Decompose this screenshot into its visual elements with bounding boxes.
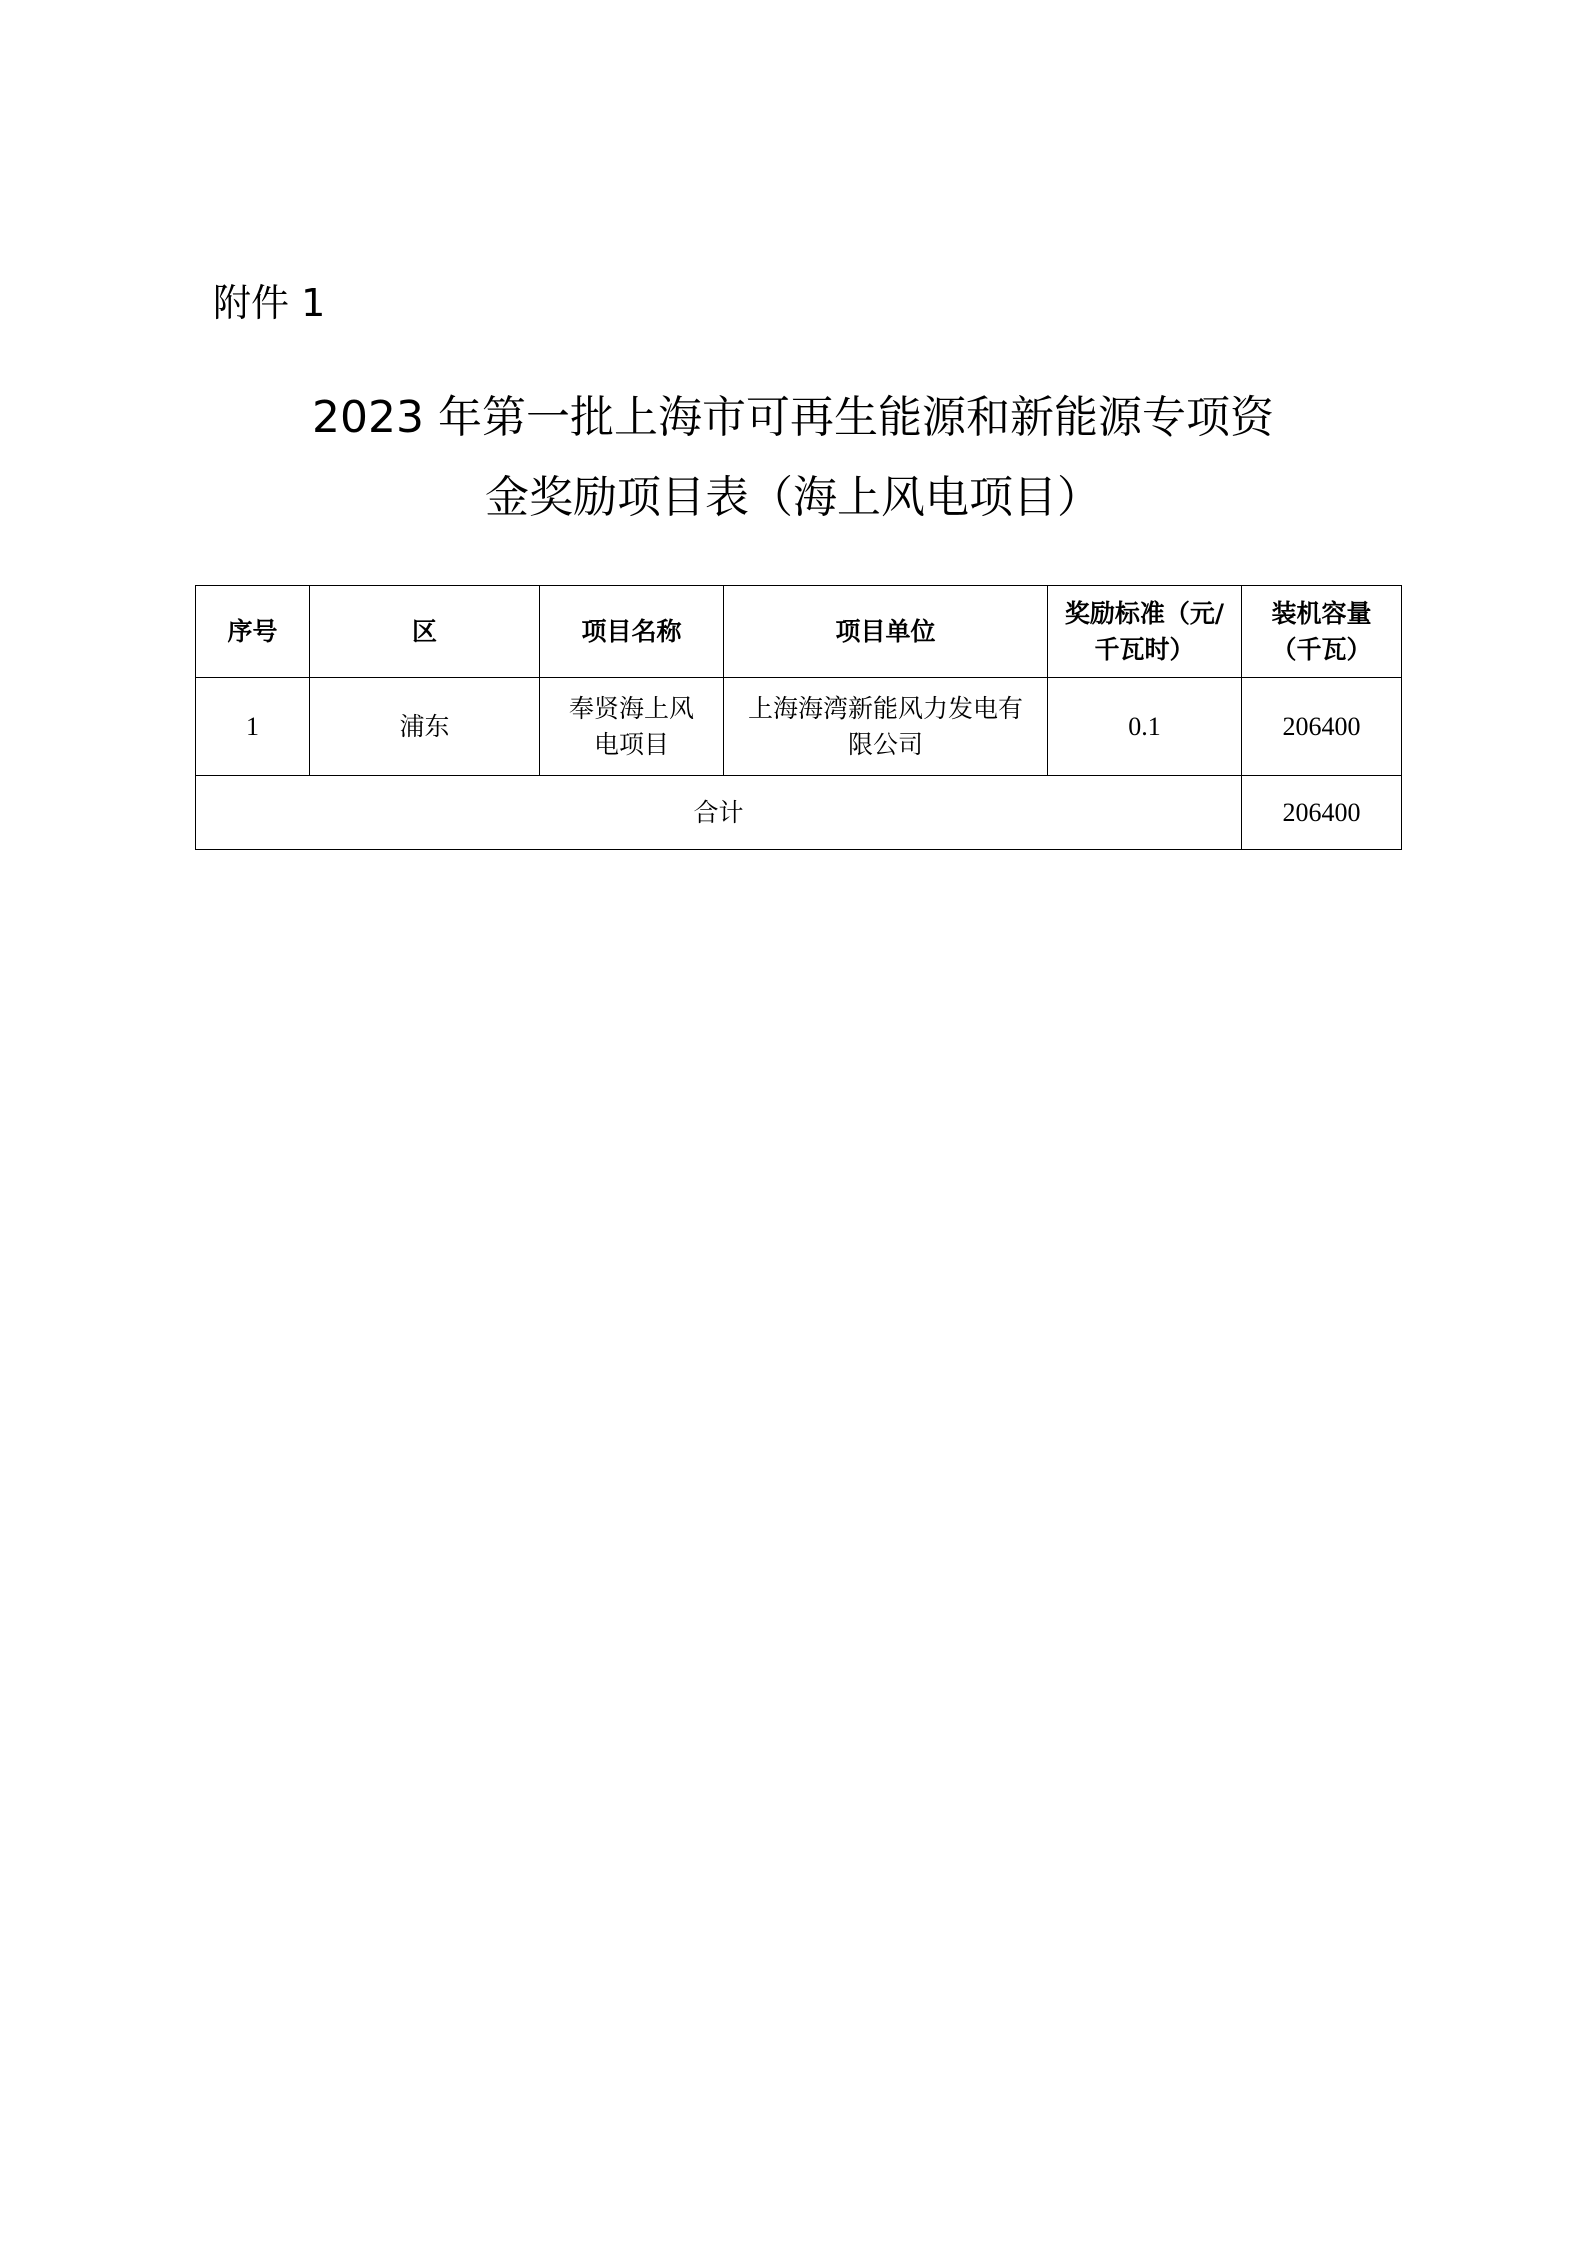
table-total-row [196, 776, 1402, 850]
header-project-unit: 项目单位 [724, 586, 1048, 678]
cell-district: 浦东 [310, 678, 540, 776]
document-title-line-1: 2023 年第一批上海市可再生能源和新能源专项资 [312, 392, 1274, 443]
attachment-label: 附件 1 [213, 281, 326, 325]
header-district: 区 [310, 586, 540, 678]
header-seq: 序号 [196, 586, 310, 678]
cell-project-unit-line-2: 限公司 [847, 729, 923, 759]
cell-award-standard: 0.1 [1048, 678, 1242, 776]
header-capacity-line-2: （千瓦） [1271, 634, 1372, 664]
award-table [195, 585, 1402, 850]
table-row [196, 678, 1402, 776]
header-capacity-line-1: 装机容量 [1271, 598, 1372, 628]
cell-project-name-line-2: 电项目 [593, 729, 669, 759]
header-project-name: 项目名称 [540, 586, 724, 678]
document-title-line-2: 金奖励项目表（海上风电项目） [485, 472, 1101, 523]
total-label: 合计 [196, 776, 1242, 850]
total-capacity: 206400 [1242, 776, 1402, 850]
header-award-standard-line-2: 千瓦时） [1094, 634, 1195, 664]
cell-project-unit-line-1: 上海海湾新能风力发电有 [747, 693, 1023, 723]
table-header-row [196, 586, 1402, 678]
cell-seq: 1 [196, 678, 310, 776]
header-capacity [1242, 586, 1402, 678]
header-award-standard [1048, 586, 1242, 678]
cell-project-unit [724, 678, 1048, 776]
cell-project-name [540, 678, 724, 776]
cell-capacity: 206400 [1242, 678, 1402, 776]
header-award-standard-line-1: 奖励标准（元/ [1064, 598, 1225, 628]
cell-project-name-line-1: 奉贤海上风 [568, 693, 694, 723]
